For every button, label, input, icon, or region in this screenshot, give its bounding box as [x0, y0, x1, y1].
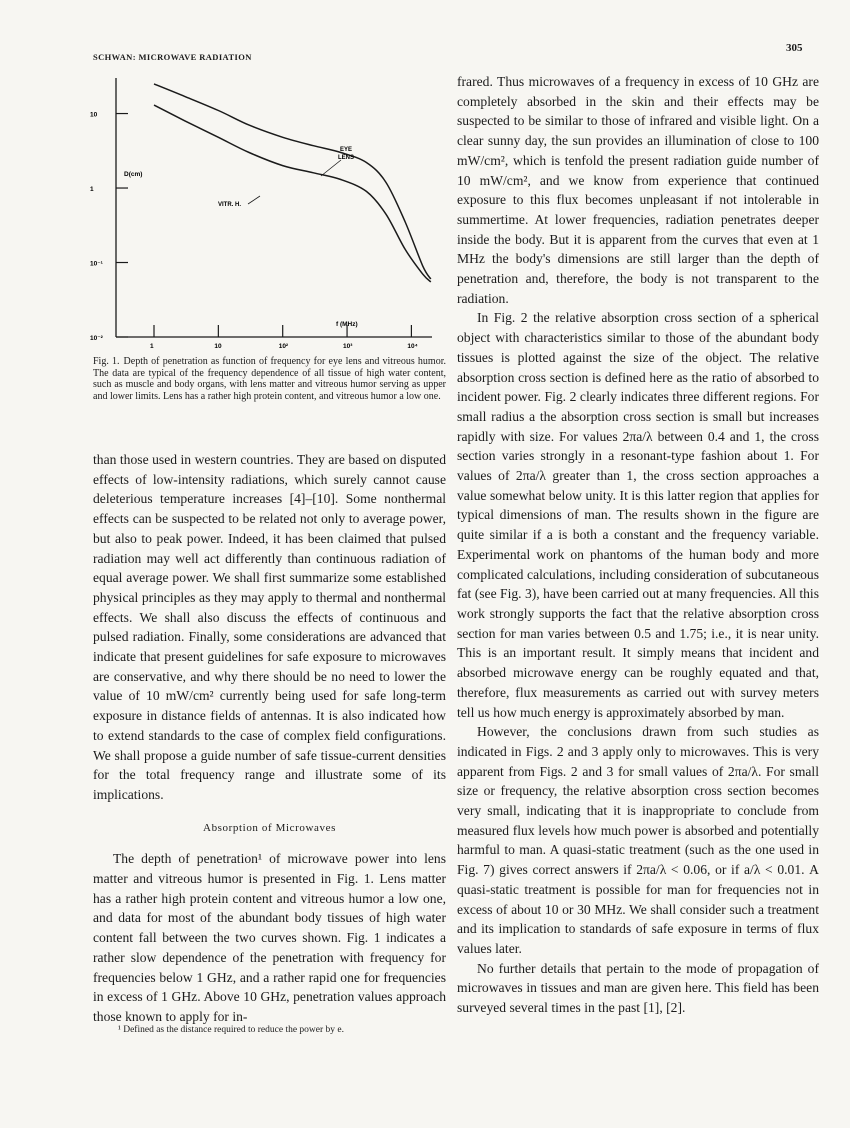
- y-tick-label: 1: [90, 186, 94, 194]
- left-paragraph-2: The depth of penetration¹ of microwave power into lens matter and vitreous humor is presented in Fig. 1. Lens matter has a rather high protein content and vitreous humor a low one, and data for most of the abundant body tissues of high water content fall between the two curves shown. Fig. 1 indicates a rather slow dependence of the penetration with frequency for frequencies below 1 GHz, and a rather rapid one for frequencies in excess of 1 GHz. Above 10 GHz, penetration values approach those known to apply for in-: [93, 851, 446, 1024]
- x-tick-label: 10⁴: [407, 343, 418, 350]
- curve-label-lens: LENS: [338, 155, 355, 161]
- y-axis-label: D(cm): [124, 171, 143, 178]
- left-paragraph-1: than those used in western countries. They are based on disputed effects of low-intensity radiations, which surely cannot cause deleterious temperature increases [4]–[10]. Some nonthermal effects can be suspected to be related not only to average power, but also to peak power. Indeed, it has been claimed that pulsed radiation may well act differently than continuous radiation of equal average power. We shall first summarize some established physical principles as they may apply to thermal and nonthermal effects. We shall also discuss the effects of continuous and pulsed radiation. Finally, some considerations are advanced that indicate that present guidelines for safe exposure to microwaves are conservative, and why there should be no need to lower the value of 10 mW/cm² currently being used for safe long-term exposure in distance fields of antennas. It is also indicated how to extend standards to the case of complex field configurations. We shall propose a guide number of safe tissue-current densities for the total frequency range and illustrate some of its implications.: [93, 452, 446, 802]
- curve-label-eye: EYE: [340, 147, 353, 153]
- eye-lens-leader: [321, 160, 341, 176]
- eye-lens-curve: [154, 84, 431, 279]
- y-tick-label: 10⁻²: [90, 335, 103, 342]
- vitreous-humor-curve: [154, 105, 431, 282]
- caption-label: Fig. 1.: [93, 356, 120, 367]
- x-tick-label: 10²: [278, 343, 289, 350]
- right-paragraph-2: In Fig. 2 the relative absorption cross section of a spherical object with characteristics similar to those of the abundant body tissues is plotted against the size of the object. The relative absorption cross section is defined here as the ratio of absorbed to incident power. Fig. 2 clearly indicates three different regions. For small radius a the absorption cross section is small but increases rapidly with size. For values 2πa/λ between 0.4 and 1, the cross section varies strongly in a resonant-type fashion about 1. For values of 2πa/λ greater than 1, the cross section approaches a value somewhat below unity. It is this latter region that applies for typical dimensions of man. The results shown in the figure are quite similar if a is both a constant and the frequency variable. Experimental work on phantoms of the human body and more complicated calculations, including consideration of subcutaneous fat (see Fig. 3), have been carried out at many frequencies. All this work strongly supports the fact that the relative absorption cross section for man varies between 0.5 and 1.75; i.e., it is near unity. This is an important result. It simply means that incident and absorbed microwave energy can be roughly equated and that, therefore, flux measurements as carried out with survey meters tell us how much energy is approximately absorbed by man.: [457, 310, 819, 720]
- curve-label-vitr: VITR. H.: [218, 202, 242, 208]
- x-tick-label: 10: [214, 343, 222, 350]
- right-paragraph-1: frared. Thus microwaves of a frequency in excess of 10 GHz are completely absorbed in the skin and their effects may be suspected to be similar to those of infrared and visible light. On a clear sunny day, the sun provides an illumination of close to 100 mW/cm², which is tenfold the present radiation guide number of 10 mW/cm², and we know from experience that continued exposure to this flux becomes unpleasant if not intolerable in summertime. At lower frequencies, radiation penetrates deeper inside the body. But it is apparent from the curves that even at 1 MHz the body's dimensions are still larger than the depth of penetration and, therefore, the body is not transparent to the radiation.: [457, 74, 819, 306]
- vitr-leader: [248, 196, 260, 204]
- right-column: [457, 72, 819, 1018]
- right-paragraph-4: No further details that pertain to the mode of propagation of microwaves in tissues and man are given here. This field has been surveyed several times in the past [1], [2].: [457, 960, 819, 1016]
- y-tick-label: 10⁻¹: [90, 260, 103, 268]
- y-tick-label: 10: [90, 111, 98, 119]
- figure-1-chart: [88, 78, 438, 353]
- footnote: ¹ Defined as the distance required to reduce the power by e.: [118, 1025, 345, 1035]
- caption-text: Depth of penetration as function of frequency for eye lens and vitreous humor. The data are typical of the frequency dependence of all tissue of high water content, such as muscle and body organs, with lens matter and vitreous humor serving as upper and lower limits. Lens has a rather high protein content, and vitreous humor a low one.: [93, 356, 446, 402]
- x-tick-label: 1: [150, 343, 154, 350]
- section-heading: Absorption of Microwaves: [203, 821, 336, 834]
- page-number: 305: [786, 42, 803, 54]
- left-column: [93, 450, 446, 1027]
- right-paragraph-3: However, the conclusions drawn from such studies as indicated in Figs. 2 and 3 apply only to microwaves. This is very apparent from Figs. 2 and 3 for small values of 2πa/λ. For small size or frequency, the relative absorption cross section becomes very small, indicating that it is inappropriate to conclude from measured flux levels how much power is absorbed and potentially harmful to man. A quasi-static treatment (such as the one used in Fig. 7) gives correct answers if 2πa/λ < 0.06, or if a/λ < 0.01. A quasi-static treatment is possible for man for frequencies not in excess of about 10 or 30 MHz. We shall consider such a treatment and its implication to standards of safe exposure in terms of flux values later.: [457, 724, 819, 956]
- x-axis-label: f (MHz): [336, 321, 358, 328]
- running-head: SCHWAN: MICROWAVE RADIATION: [93, 52, 252, 62]
- x-tick-label: 10³: [343, 343, 353, 350]
- figure-caption: [93, 356, 446, 402]
- chart-axes: [116, 78, 432, 337]
